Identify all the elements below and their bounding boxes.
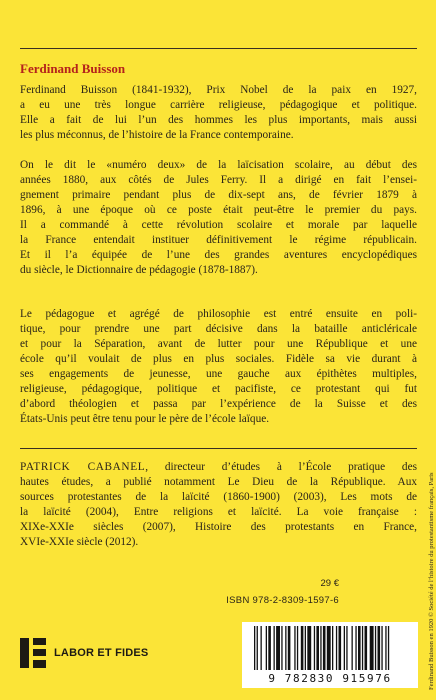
paragraph-3 — [20, 307, 417, 427]
barcode — [242, 622, 418, 688]
text-line: États-Unis peut être tenu pour le père de l’école laïque. — [20, 413, 270, 425]
text-line: tique, pour prendre une part décisive dans la bataille anticléricale — [20, 323, 417, 335]
author-bio — [20, 460, 417, 550]
barcode-bars-icon — [254, 626, 406, 670]
text-line: On le dit le «numéro deux» de la laïcisation scolaire, au début des — [20, 159, 417, 171]
paragraph-2 — [20, 158, 417, 278]
publisher-name: LABOR ET FIDES — [54, 647, 149, 659]
text-line: 1896, à une époque où ce poste était peut-être le premier du pays. — [20, 204, 417, 216]
text-line: gnement primaire pendant plus de dix-sept ans, de février 1879 à — [20, 189, 417, 201]
bio-text: , directeur d’études à l’École pratique des — [145, 461, 417, 473]
text-line: XVIe-XXIe siècle (2012). — [20, 536, 139, 548]
text-line: la France entendait instituer définitivement le régime républicain. — [20, 234, 417, 246]
bio-author-name: PATRICK CABANEL — [20, 461, 146, 473]
text-line: sources protestantes de la laïcité (1860-1900) (2003), Les mots de — [20, 491, 417, 503]
photo-credit: Ferdinand Buisson en 1920 © Société de l’histoire du protestantisme français, Paris — [428, 472, 435, 690]
top-rule — [20, 48, 417, 49]
publisher-logo — [20, 638, 148, 668]
text-line: a eu une très longue carrière religieuse, pédagogique et politique. — [20, 99, 417, 111]
text-line: école qu’il voulait de plus en plus sociales. Fidèle sa vie durant à — [20, 353, 417, 365]
text-line: du siècle, le Dictionnaire de pédagogie (1878-1887). — [20, 264, 258, 276]
text-line: XIXe-XXIe siècles (2007), Histoire des protestants en France, — [20, 521, 417, 533]
text-line: Et il l’a équipée de l’une des grandes aventures encyclopédiques — [20, 249, 417, 261]
text-line: hautes études, a publié notamment Le Dieu de la République. Aux — [20, 476, 417, 488]
text-line: Il a commandé à cette révolution scolaire et morale par laquelle — [20, 219, 417, 231]
text-line: d’abord théologien et passa par l’expérience de la Suisse et des — [20, 398, 417, 410]
text-line: Le pédagogue et agrégé de philosophie est entré ensuite en poli- — [20, 308, 417, 320]
text-line: Ferdinand Buisson (1841-1932), Prix Nobel de la paix en 1927, — [20, 84, 417, 96]
barcode-digits: 9 782830 915976 — [268, 672, 392, 685]
isbn-label: ISBN 978-2-8309-1597-6 — [226, 595, 339, 606]
publisher-mark-icon — [20, 638, 46, 668]
text-line: et pour la Séparation, avant de lutter pour une République et une — [20, 338, 417, 350]
text-line: la laïcité (2004), Entre religions et laïcité. La voie française : — [20, 506, 417, 518]
text-line: les plus méconnus, de l’histoire de la France contemporaine. — [20, 129, 294, 141]
section-rule — [20, 448, 417, 449]
text-line: ses engagements de jeunesse, une gauche aux épithètes multiples, — [20, 368, 417, 380]
text-line: Elle a fait de lui l’un des hommes les plus importants, mais aussi — [20, 114, 417, 126]
paragraph-1 — [20, 83, 417, 143]
author-heading: Ferdinand Buisson — [20, 61, 126, 76]
price-label: 29 € — [320, 578, 339, 589]
text-line — [20, 460, 417, 475]
text-line: années 1880, aux côtés de Jules Ferry. Il a dirigé en fait l’ensei- — [20, 174, 417, 186]
text-line: religieuse, pédagogique, politique et pacifiste, ce protestant qui fut — [20, 383, 417, 395]
